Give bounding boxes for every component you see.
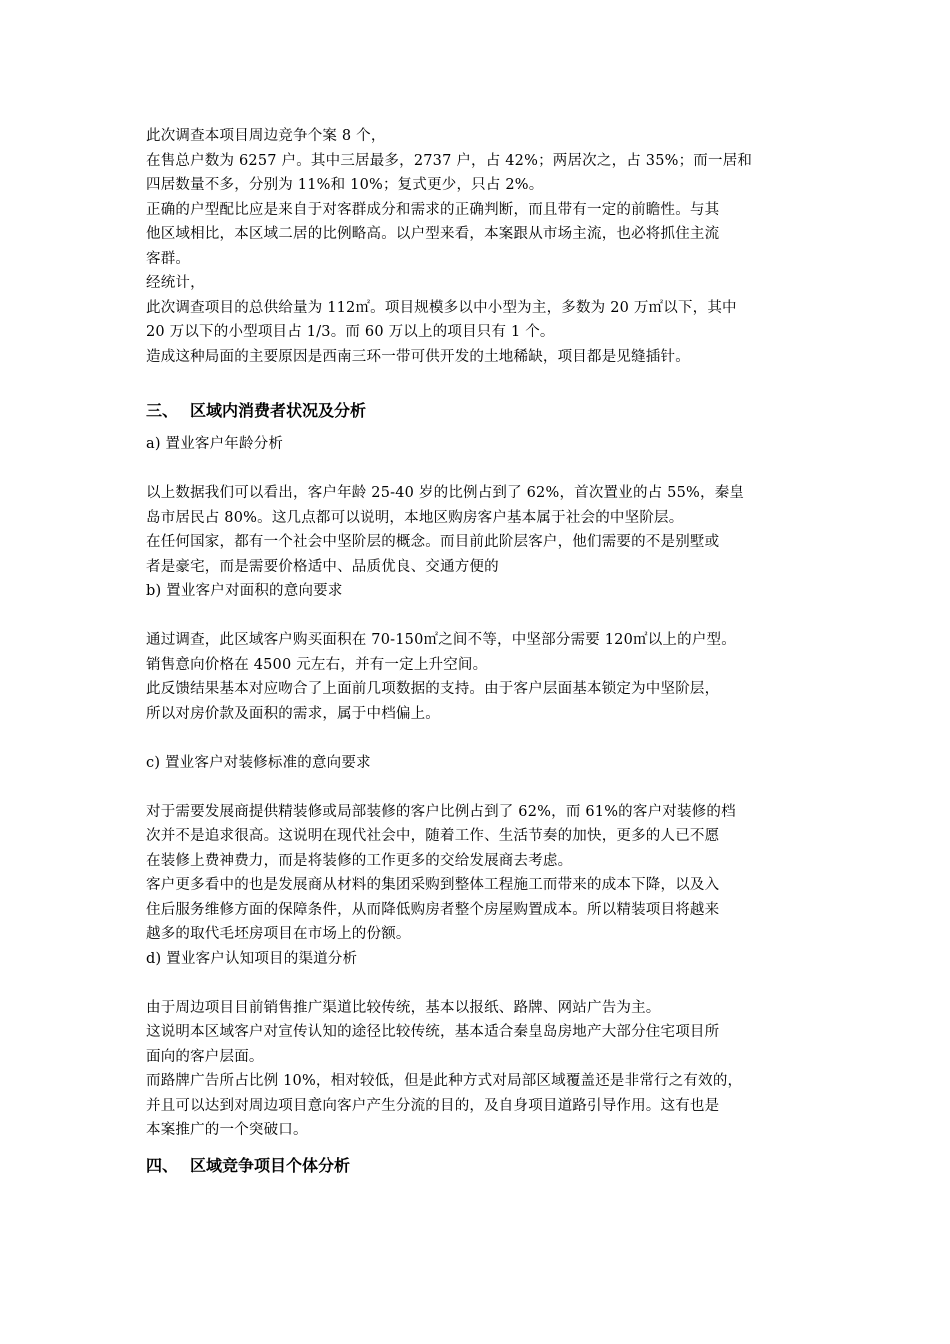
section-number: 四、 bbox=[146, 1155, 179, 1175]
text-line: 本案推广的一个突破口。 bbox=[146, 1122, 308, 1138]
subsection-heading: b) 置业客户对面积的意向要求 bbox=[146, 583, 343, 599]
subsection-d bbox=[146, 947, 806, 1143]
text-line: 对于需要发展商提供精装修或局部装修的客户比例占到了 62%，而 61%的客户对装修的档 bbox=[146, 803, 736, 820]
text-line: 此次调查项目的总供给量为 112㎡。项目规模多以中小型为主，多数为 20 万㎡以下，其中 bbox=[146, 299, 737, 316]
text-line: 在装修上费神费力，而是将装修的工作更多的交给发展商去考虑。 bbox=[146, 852, 573, 869]
text-line: 此次调查本项目周边竞争个案 8 个， bbox=[146, 128, 386, 144]
text-line: 次并不是追求很高。这说明在现代社会中，随着工作、生活节奏的加快，更多的人已不愿 bbox=[146, 828, 720, 844]
document-page bbox=[146, 124, 806, 1179]
text-line: 客群。 bbox=[146, 250, 191, 267]
text-line: 而路牌广告所占比例 10%，相对较低，但是此种方式对局部区域覆盖还是非常行之有效的， bbox=[146, 1073, 743, 1089]
section-title: 区域竞争项目个体分析 bbox=[190, 1155, 351, 1175]
text-line: 销售意向价格在 4500 元左右，并有一定上升空间。 bbox=[146, 656, 488, 673]
section-heading-three bbox=[146, 398, 806, 424]
text-line: 这说明本区域客户对宣传认知的途径比较传统，基本适合秦皇岛房地产大部分住宅项目所 bbox=[146, 1024, 720, 1040]
section-number: 三、 bbox=[146, 401, 179, 420]
subsection-heading: d) 置业客户认知项目的渠道分析 bbox=[146, 950, 358, 967]
text-line: 20 万以下的小型项目占 1/3。而 60 万以上的项目只有 1 个。 bbox=[146, 324, 555, 340]
text-line: 越多的取代毛坯房项目在市场上的份额。 bbox=[146, 926, 411, 942]
text-line: 并且可以达到对周边项目意向客户产生分流的目的，及自身项目道路引导作用。这有也是 bbox=[146, 1097, 720, 1114]
subsection-a bbox=[146, 432, 806, 579]
text-line: 在售总户数为 6257 户。其中三居最多，2737 户，占 42%；两居次之，占 35%；而一居和 bbox=[146, 152, 753, 169]
text-line: 在任何国家，都有一个社会中坚阶层的概念。而目前此阶层客户，他们需要的不是别墅或 bbox=[146, 534, 720, 550]
text-line: 正确的户型配比应是来自于对客群成分和需求的正确判断，而且带有一定的前瞻性。与其 bbox=[146, 201, 720, 218]
paragraph-block-supply bbox=[146, 124, 806, 369]
section-title: 区域内消费者状况及分析 bbox=[190, 401, 367, 420]
text-line: 所以对房价款及面积的需求，属于中档偏上。 bbox=[146, 705, 440, 722]
text-line: 住后服务维修方面的保障条件，从而降低购房者整个房屋购置成本。所以精装项目将越来 bbox=[146, 901, 720, 918]
text-line: 者是豪宅，而是需要价格适中、品质优良、交通方便的 bbox=[146, 558, 499, 575]
section-heading-four bbox=[146, 1153, 806, 1179]
text-line: 客户更多看中的也是发展商从材料的集团采购到整体工程施工而带来的成本下降，以及入 bbox=[146, 877, 720, 893]
text-line: 此反馈结果基本对应吻合了上面前几项数据的支持。由于客户层面基本锁定为中坚阶层， bbox=[146, 681, 720, 697]
subsection-heading: a) 置业客户年龄分析 bbox=[146, 436, 284, 452]
text-line: 面向的客户层面。 bbox=[146, 1048, 264, 1065]
text-line: 岛市居民占 80%。这几点都可以说明，本地区购房客户基本属于社会的中坚阶层。 bbox=[146, 509, 684, 526]
text-line: 经统计， bbox=[146, 275, 205, 291]
subsection-b bbox=[146, 579, 806, 726]
text-line: 由于周边项目目前销售推广渠道比较传统，基本以报纸、路牌、网站广告为主。 bbox=[146, 999, 661, 1016]
subsection-c bbox=[146, 751, 806, 947]
text-line: 造成这种局面的主要原因是西南三环一带可供开发的土地稀缺，项目都是见缝插针。 bbox=[146, 348, 690, 365]
text-line: 他区域相比，本区域二居的比例略高。以户型来看，本案跟从市场主流，也必将抓住主流 bbox=[146, 226, 720, 242]
text-line: 以上数据我们可以看出，客户年龄 25-40 岁的比例占到了 62%，首次置业的占 55%，秦皇 bbox=[146, 485, 745, 501]
subsection-heading: c) 置业客户对装修标准的意向要求 bbox=[146, 754, 371, 771]
text-line: 四居数量不多，分别为 11%和 10%；复式更少，只占 2%。 bbox=[146, 177, 544, 193]
text-line: 通过调查，此区域客户购买面积在 70-150㎡之间不等，中坚部分需要 120㎡以上的户型。 bbox=[146, 632, 736, 648]
